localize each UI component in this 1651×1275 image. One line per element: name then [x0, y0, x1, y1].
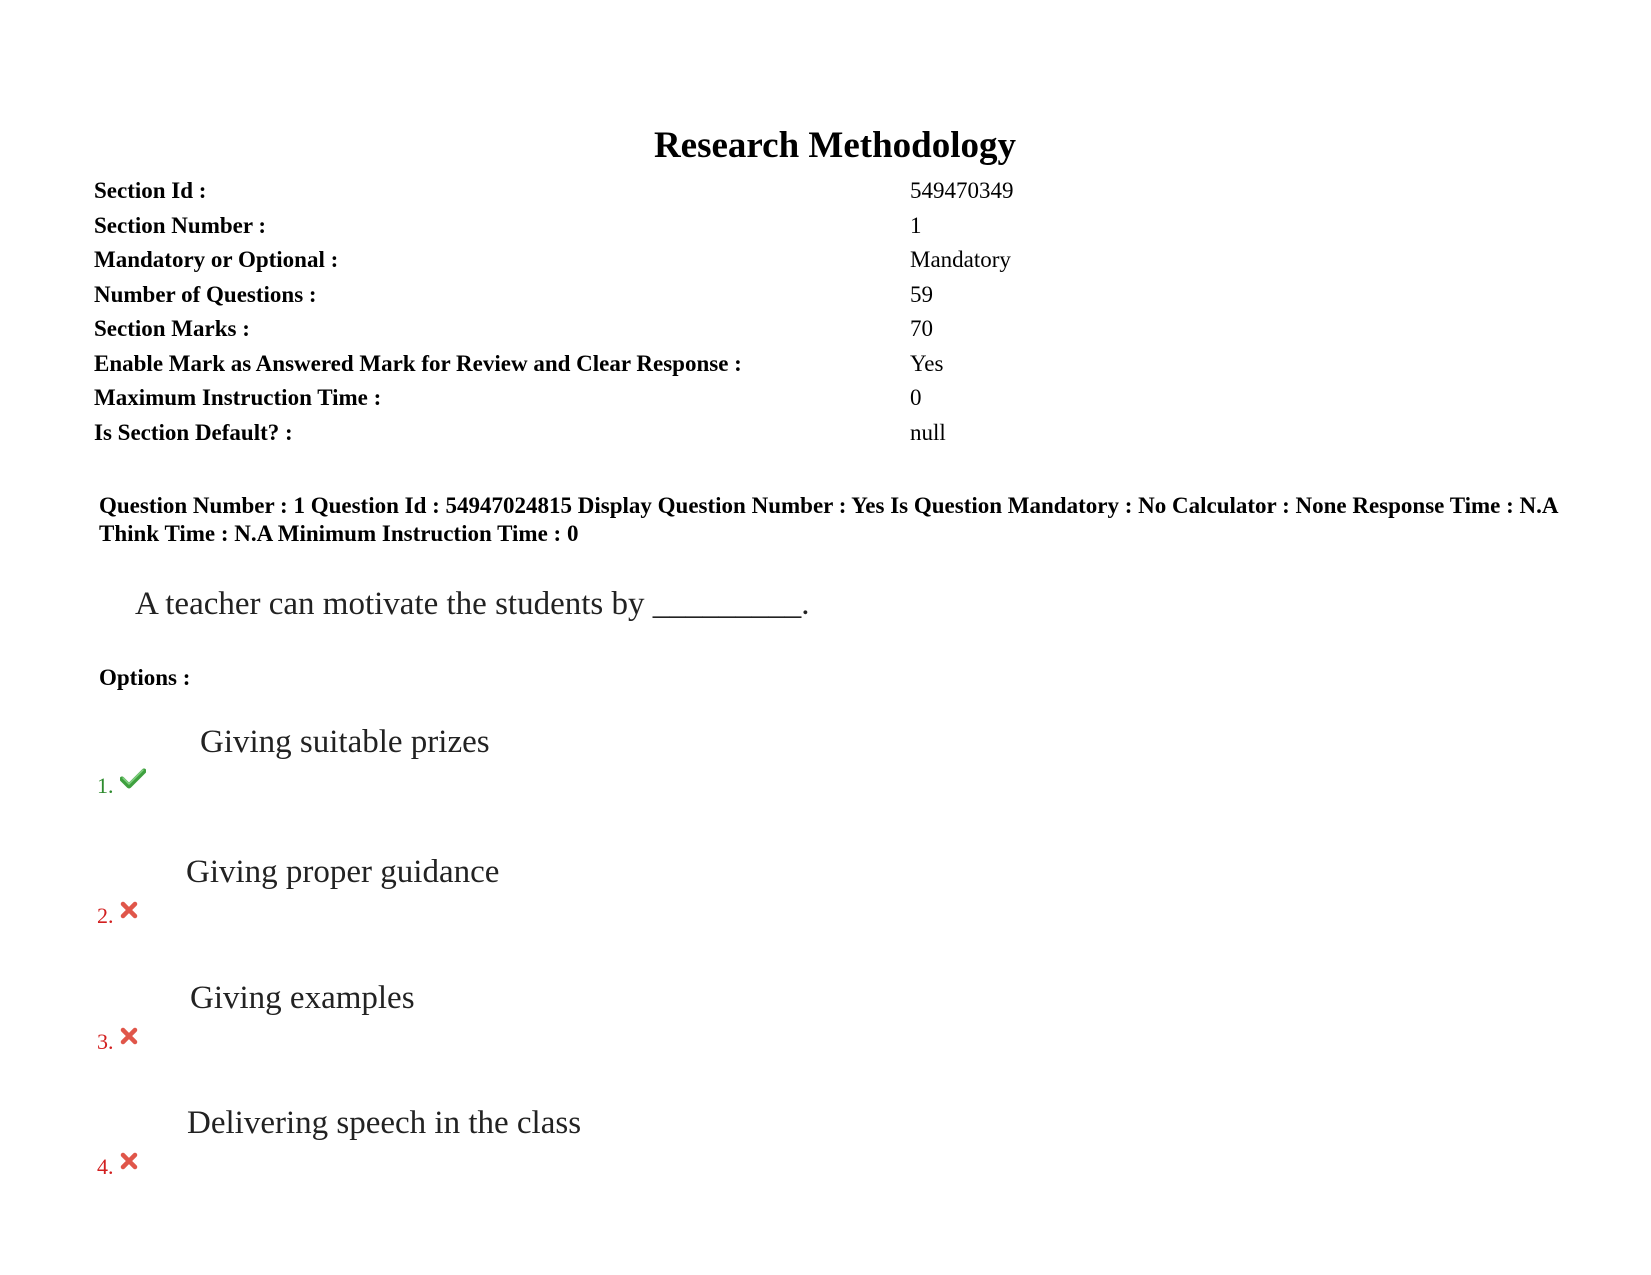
section-default-row — [94, 416, 1394, 451]
section-marks-label: Section Marks : — [94, 316, 250, 341]
section-id-label: Section Id : — [94, 178, 207, 203]
option-3 — [0, 976, 900, 1086]
mandatory-row — [94, 243, 1394, 278]
option-2-marker — [97, 902, 138, 930]
section-id-row — [94, 174, 1394, 209]
option-4 — [0, 1101, 900, 1211]
option-4-marker — [97, 1153, 138, 1181]
option-3-text: Giving examples — [190, 980, 415, 1016]
section-number-row — [94, 209, 1394, 244]
option-3-marker — [97, 1028, 138, 1056]
option-4-number: 4. — [97, 1154, 114, 1179]
option-2 — [0, 850, 900, 960]
question-count-label: Number of Questions : — [94, 281, 317, 307]
option-2-number: 2. — [97, 903, 114, 928]
section-id-value: 549470349 — [910, 178, 1014, 203]
section-details — [94, 174, 1394, 450]
mandatory-value: Mandatory — [910, 247, 1011, 272]
section-number-label: Section Number : — [94, 212, 267, 238]
cross-icon — [120, 1024, 138, 1052]
enable-mark-label: Enable Mark as Answered Mark for Review and Clear Response : — [94, 350, 742, 376]
question-info: Question Number : 1 Question Id : 54947024815 Display Question Number : Yes Is Question Mandatory : No Calculator : None Response Time : N.A Think Time : N.A Minimum Instruction Time : 0 — [99, 493, 1558, 546]
check-icon — [120, 768, 146, 797]
question-count-row — [94, 278, 1394, 313]
cross-icon — [120, 898, 138, 926]
page-title: Research Methodology — [653, 125, 1017, 166]
option-4-text: Delivering speech in the class — [187, 1105, 582, 1141]
option-2-text: Giving proper guidance — [186, 854, 500, 890]
section-default-label: Is Section Default? : — [94, 419, 293, 445]
enable-mark-row — [94, 347, 1394, 382]
instruction-time-row — [94, 381, 1394, 416]
instruction-time-label: Maximum Instruction Time : — [94, 385, 382, 410]
option-1-text: Giving suitable prizes — [200, 724, 490, 760]
question-count-value: 59 — [910, 281, 933, 307]
instruction-time-value: 0 — [910, 385, 922, 410]
option-3-number: 3. — [97, 1029, 114, 1054]
options-label: Options : — [99, 665, 191, 690]
enable-mark-value: Yes — [910, 350, 944, 376]
mandatory-label: Mandatory or Optional : — [94, 247, 339, 272]
option-1-marker — [97, 772, 146, 800]
section-marks-value: 70 — [910, 316, 933, 341]
question-text: A teacher can motivate the students by _________. — [135, 586, 810, 622]
cross-icon — [120, 1149, 138, 1177]
section-default-value: null — [910, 419, 946, 445]
section-marks-row — [94, 312, 1394, 347]
option-1-number: 1. — [97, 773, 114, 798]
option-1 — [0, 720, 900, 830]
section-number-value: 1 — [910, 212, 922, 238]
